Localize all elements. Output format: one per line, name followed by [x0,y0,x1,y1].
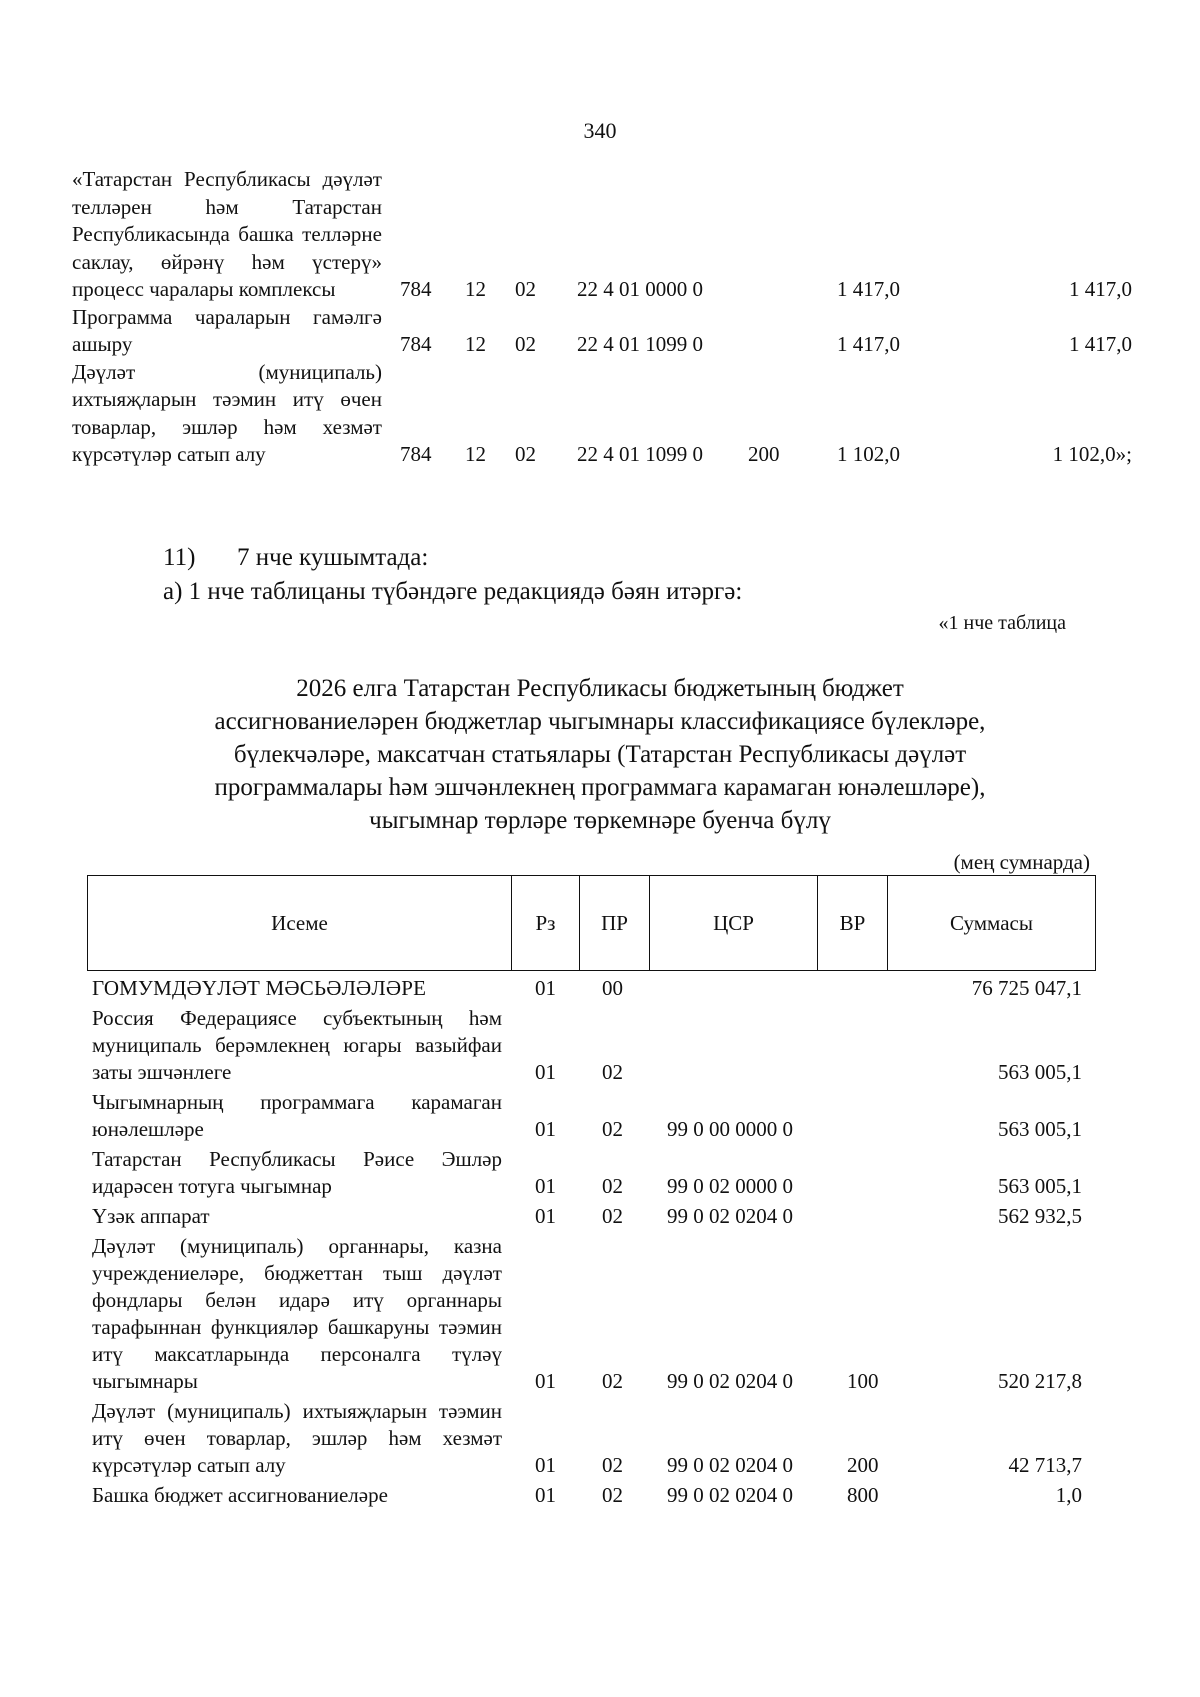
row-csr: 22 4 01 1099 0 [577,442,703,466]
row-pr: 02 [602,1117,623,1141]
row-sum: 562 932,5 [998,1204,1082,1228]
instruction-text: 7 нче кушымтада: [237,544,429,571]
continuation-table [72,166,1132,469]
row-rz: 01 [535,1453,556,1477]
table-heading [100,672,1100,837]
row-vr: 200 [748,442,780,466]
row-rz: 01 [535,1204,556,1228]
row-vr: 200 [847,1453,879,1477]
row-sum: 1,0 [1055,1483,1082,1507]
row-name: Башка бюджет ассигнованиеләре [92,1483,388,1507]
table-row [92,1089,1082,1143]
row-csr: 22 4 01 1099 0 [577,332,703,356]
table-row [92,1233,1082,1395]
row-pr: 02 [602,1174,623,1198]
row-sum: 563 005,1 [998,1174,1082,1198]
row-sum: 520 217,8 [998,1369,1082,1393]
row-name: Дәүләт (муниципаль) ихтыяҗларын тәэмин итү өчен товарлар, эшләр һәм хезмәт күрсәтүләр сатып алу [72,359,382,466]
row-name: Чыгымнарның программага карамаган юнәлешләре [92,1090,502,1141]
row-pr: 02 [602,1483,623,1507]
instruction-item [163,544,428,572]
row-vid: 784 [400,442,432,466]
row-csr: 99 0 02 0000 0 [667,1174,793,1198]
row-csr: 22 4 01 0000 0 [577,277,703,301]
row-pr: 02 [602,1369,623,1393]
row-csr: 99 0 02 0204 0 [667,1369,793,1393]
row-pr: 00 [602,976,623,1000]
row-name: Дәүләт (муниципаль) ихтыяҗларын тәэмин итү өчен товарлар, эшләр һәм хезмәт күрсәтүләр сатып алу [92,1399,502,1477]
heading-line: 2026 елга Татарстан Республикасы бюджетының бюджет [296,675,904,702]
row-sum: 42 713,7 [1008,1453,1082,1477]
row-csr: 99 0 02 0204 0 [667,1204,793,1228]
row-name: «Татарстан Республикасы дәүләт телләрен һәм Татарстан Республикасында башка телләрне саклау, өйрәнү һәм үстерү» процесс чаралары комплексы [72,167,382,301]
row-name: Программа чараларын гамәлгә ашыру [72,304,382,356]
row-sum-2: 1 417,0 [1069,332,1132,356]
table-row [72,166,1132,304]
header-vr: ВР [818,876,888,970]
heading-line: программалары һәм эшчәнлекнең программага карамаган юнәлешләре), [214,774,986,801]
table-row [92,1482,1082,1509]
row-name: Дәүләт (муниципаль) органнары, казна учреждениеләре, бюджеттан тыш дәүләт фондлары белән идарә итү органнары тарафыннан функцияләр башкаруны тәэмин итү максатларында персоналга түләү чыгымнары [92,1234,502,1393]
row-vid: 784 [400,277,432,301]
table-row [92,1005,1082,1086]
table-row [92,975,1082,1002]
row-rz: 01 [535,976,556,1000]
row-pr: 02 [515,332,536,356]
row-rz: 01 [535,1483,556,1507]
row-rz: 01 [535,1060,556,1084]
table-reference: «1 нче таблица [938,612,1066,634]
row-name: Россия Федерациясе субъектының һәм муниципаль берәмлекнең югары вазыйфаи заты эшчәнлеге [92,1006,502,1084]
row-pr: 02 [602,1453,623,1477]
table-row [92,1203,1082,1230]
instruction-subitem: а) 1 нче таблицаны түбәндәге редакциядә бәян итәргә: [163,578,743,605]
header-pr: ПР [580,876,650,970]
row-sum-2: 1 417,0 [1069,277,1132,301]
instruction-number: 11) [163,544,196,571]
table-row [92,1146,1082,1200]
row-sum-1: 1 102,0 [837,442,900,466]
row-csr: 99 0 02 0204 0 [667,1483,793,1507]
row-sum-1: 1 417,0 [837,277,900,301]
row-pr: 02 [515,277,536,301]
row-vr: 100 [847,1369,879,1393]
header-csr: ЦСР [650,876,818,970]
budget-table [92,975,1082,1512]
table-row [72,359,1132,469]
row-vid: 784 [400,332,432,356]
row-csr: 99 0 00 0000 0 [667,1117,793,1141]
page-number: 340 [583,118,617,143]
row-rz: 12 [465,332,486,356]
row-sum-2: 1 102,0»; [1052,442,1132,466]
header-rz: Рз [512,876,580,970]
heading-line: бүлекчәләре, максатчан статьялары (Татарстан Республикасы дәүләт [233,741,967,768]
row-sum: 563 005,1 [998,1117,1082,1141]
row-rz: 01 [535,1369,556,1393]
row-pr: 02 [515,442,536,466]
row-name: ГОМУМДӘҮЛӘТ МӘСЬӘЛӘЛӘРЕ [92,976,427,1000]
row-sum: 76 725 047,1 [971,976,1082,1000]
table-row [72,304,1132,359]
row-vr: 800 [847,1483,879,1507]
heading-line: чыгымнар төрләре төркемнәре буенча бүлү [369,807,831,834]
row-sum: 563 005,1 [998,1060,1082,1084]
row-rz: 12 [465,442,486,466]
heading-line: ассигнованиеләрен бюджетлар чыгымнары классификациясе бүлекләре, [214,708,986,735]
row-rz: 12 [465,277,486,301]
row-csr: 99 0 02 0204 0 [667,1453,793,1477]
row-rz: 01 [535,1117,556,1141]
table-row [92,1398,1082,1479]
row-pr: 02 [602,1060,623,1084]
row-sum-1: 1 417,0 [837,332,900,356]
units-label: (мең сумнарда) [953,850,1090,874]
row-name: Татарстан Республикасы Рәисе Эшләр идарәсен тотуга чыгымнар [92,1147,502,1198]
header-sum: Суммасы [950,910,1033,935]
row-name: Үзәк аппарат [92,1204,210,1228]
table-header [87,875,1096,971]
row-rz: 01 [535,1174,556,1198]
row-pr: 02 [602,1204,623,1228]
header-name: Исеме [88,876,512,970]
